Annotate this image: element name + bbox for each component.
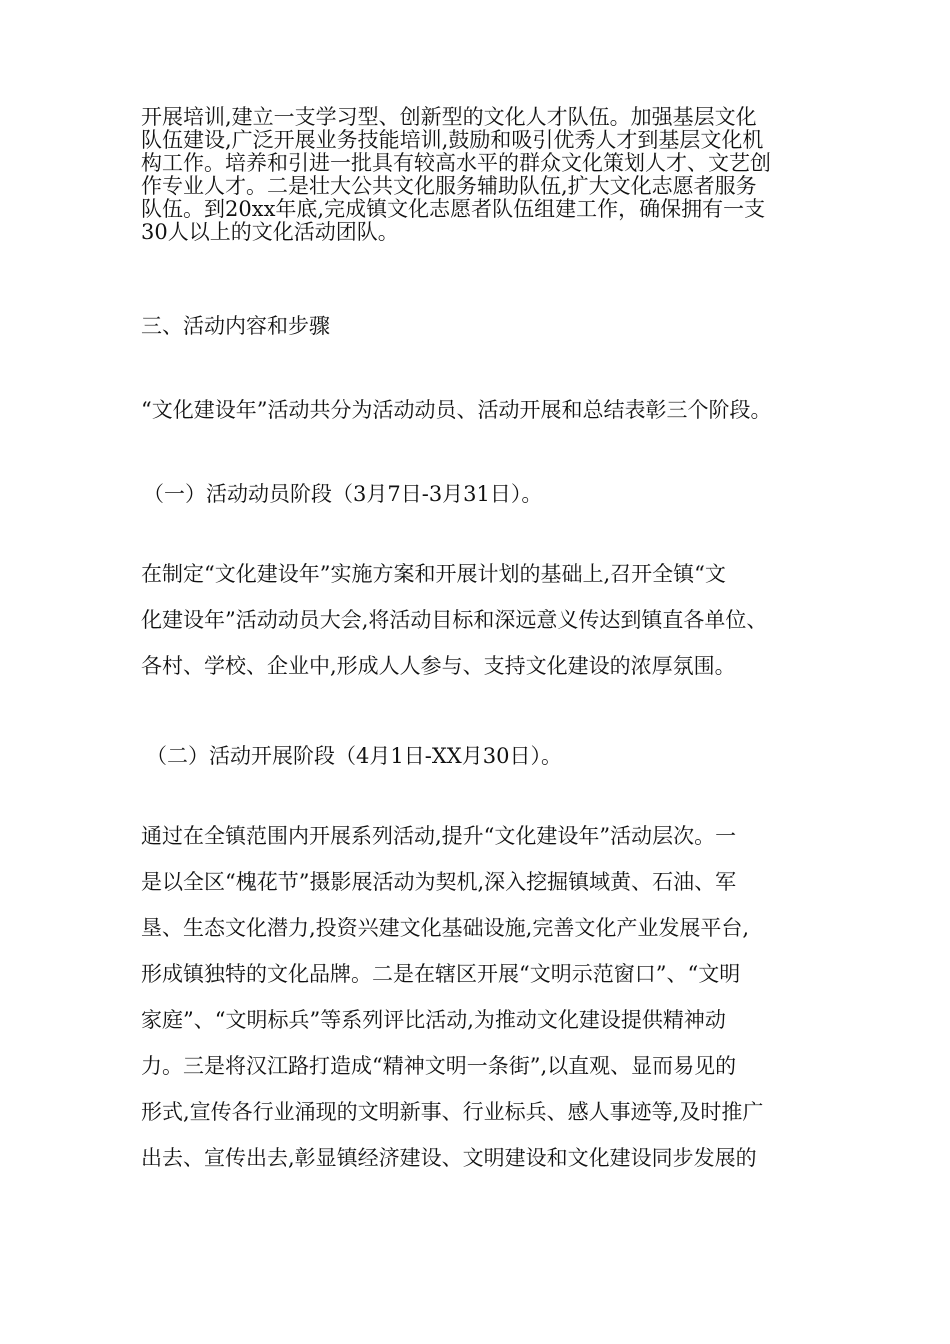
- paragraph-line: 通过在全镇范围内开展系列活动,提升“文化建设年”活动层次。一: [141, 824, 737, 848]
- paragraph-line: 形成镇独特的文化品牌。二是在辖区开展“文明示范窗口”、“文明: [141, 962, 741, 986]
- paragraph-line: 是以全区“槐花节”摄影展活动为契机,深入挖掘镇域黄、石油、军: [141, 870, 737, 894]
- paragraph-line: 在制定“文化建设年”实施方案和开展计划的基础上,召开全镇“文: [141, 562, 726, 586]
- paragraph-line: 垦、生态文化潜力,投资兴建文化基础设施,完善文化产业发展平台,: [141, 916, 750, 940]
- paragraph-line: 队伍。到20xx年底,完成镇文化志愿者队伍组建工作，确保拥有一支: [141, 197, 766, 221]
- paragraph-line: 构工作。培养和引进一批具有较高水平的群众文化策划人才、文艺创: [141, 151, 771, 175]
- stage1-paragraph: [141, 551, 831, 689]
- stage2-heading: （二）活动开展阶段（4月1日-XX月30日）。: [146, 744, 562, 768]
- paragraph-line: 作专业人才。二是壮大公共文化服务辅助队伍,扩大文化志愿者服务: [141, 174, 757, 198]
- paragraph-line: 形式,宣传各行业涌现的文明新事、行业标兵、感人事迹等,及时推广: [141, 1100, 764, 1124]
- overview-paragraph: “文化建设年”活动共分为活动动员、活动开展和总结表彰三个阶段。: [141, 398, 772, 422]
- paragraph-line: 各村、学校、企业中,形成人人参与、支持文化建设的浓厚氛围。: [141, 654, 736, 678]
- paragraph-line: 出去、宣传出去,彰显镇经济建设、文明建设和文化建设同步发展的: [141, 1146, 757, 1170]
- stage1-heading: （一）活动动员阶段（3月7日-3月31日）。: [143, 482, 543, 506]
- paragraph-line: 开展培训,建立一支学习型、创新型的文化人才队伍。加强基层文化: [141, 105, 757, 129]
- paragraph-line: 化建设年”活动动员大会,将活动目标和深远意义传达到镇直各单位、: [141, 608, 768, 632]
- paragraph-line: 队伍建设,广泛开展业务技能培训,鼓励和吸引优秀人才到基层文化机: [141, 128, 764, 152]
- section-heading: 三、活动内容和步骤: [141, 314, 330, 338]
- paragraph-line: 力。三是将汉江路打造成“精神文明一条街”,以直观、显而易见的: [141, 1054, 737, 1078]
- stage2-paragraph: [141, 813, 831, 1181]
- paragraph-line: 30人以上的文化活动团队。: [141, 220, 399, 244]
- intro-paragraph: [141, 106, 821, 244]
- paragraph-line: 家庭”、“文明标兵”等系列评比活动,为推动文化建设提供精神动: [141, 1008, 726, 1032]
